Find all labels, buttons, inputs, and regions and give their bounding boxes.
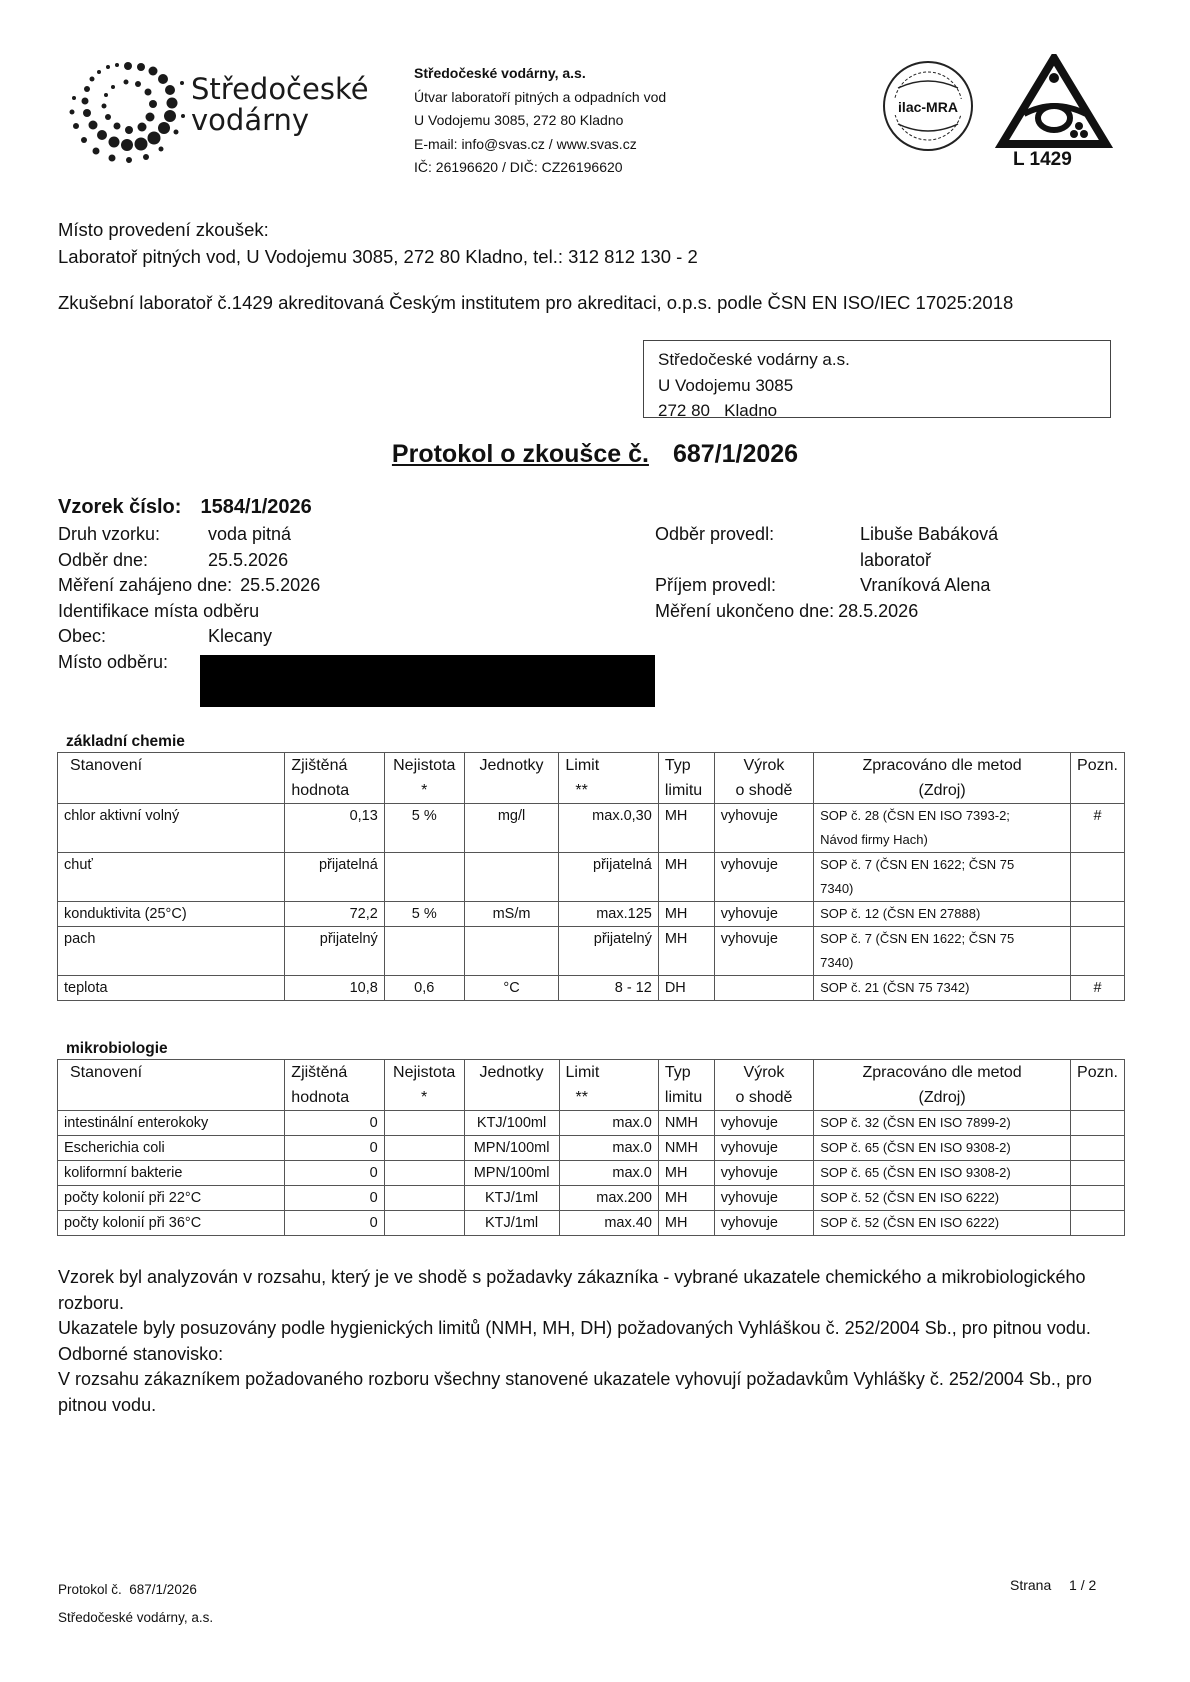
info-value: Klecany <box>208 626 273 646</box>
col-header: Zjištěná hodnota <box>285 753 384 804</box>
company-line: U Vodojemu 3085, 272 80 Kladno <box>414 112 624 128</box>
address-line: Středočeské vodárny a.s. <box>658 350 850 369</box>
cell-value: přijatelný <box>285 927 384 976</box>
cell-name: počty kolonií při 22°C <box>58 1186 285 1211</box>
cell-unit: mS/m <box>464 902 559 927</box>
cell-note <box>1071 1136 1125 1161</box>
cell-limit-type: NMH <box>658 1111 714 1136</box>
col-header: Limit ** <box>559 1060 658 1111</box>
cell-value: 0,13 <box>285 804 384 853</box>
cell-limit: přijatelná <box>559 853 658 902</box>
cell-verdict: vyhovuje <box>714 927 813 976</box>
cell-verdict: vyhovuje <box>714 853 813 902</box>
cell-verdict: vyhovuje <box>714 1211 813 1236</box>
company-line: IČ: 26196620 / DIČ: CZ26196620 <box>414 159 623 175</box>
cell-name: počty kolonií při 36°C <box>58 1211 285 1236</box>
cell-name: chuť <box>58 853 285 902</box>
company-line: Útvar laboratoří pitných a odpadních vod <box>414 88 667 105</box>
protocol-label: Protokol o zkoušce č. <box>391 440 649 468</box>
cell-value: 0 <box>285 1186 384 1211</box>
cell-uncertainty: 5 % <box>384 902 464 927</box>
cell-value: 0 <box>285 1111 384 1136</box>
info-value: 28.5.2026 <box>838 600 919 621</box>
cell-value: 10,8 <box>285 976 384 1001</box>
cell-name: chlor aktivní volný <box>58 804 285 853</box>
table-header-row <box>58 753 1125 804</box>
company-name: Středočeské vodárny, a.s. <box>414 65 586 81</box>
info-key: Odběr provedl: <box>655 524 775 544</box>
page-label: Strana <box>1010 1577 1052 1593</box>
conclusion-heading: Odborné stanovisko: <box>58 1343 224 1364</box>
company-line: E-mail: info@svas.cz / www.svas.cz <box>414 135 637 152</box>
cell-limit: max.0 <box>559 1136 658 1161</box>
cell-limit-type: MH <box>658 1211 714 1236</box>
address-line: U Vodojemu 3085 <box>658 375 794 395</box>
cell-method: SOP č. 32 (ČSN EN ISO 7899-2) <box>814 1111 1071 1136</box>
cell-name: konduktivita (25°C) <box>58 902 285 927</box>
table-row <box>58 1136 1125 1161</box>
col-header: Nejistota * <box>384 1060 464 1111</box>
cell-limit-type: MH <box>658 927 714 976</box>
col-header: Výrok o shodě <box>714 1060 813 1111</box>
cell-verdict <box>714 976 813 1001</box>
table-row <box>58 1161 1125 1186</box>
cell-uncertainty: 5 % <box>384 804 464 853</box>
chemistry-table <box>57 752 1125 1001</box>
col-header: Stanovení <box>58 1060 285 1111</box>
col-header: Typ limitu <box>658 753 714 804</box>
cell-uncertainty <box>384 853 464 902</box>
cell-limit-type: NMH <box>658 1136 714 1161</box>
cell-note <box>1071 853 1125 902</box>
info-key: Měření ukončeno dne: <box>655 600 835 621</box>
col-header: Limit ** <box>559 753 658 804</box>
info-key: Druh vzorku: <box>58 524 161 544</box>
sample-info-left <box>58 522 320 675</box>
cell-name: Escherichia coli <box>58 1136 285 1161</box>
cell-method: SOP č. 7 (ČSN EN 1622; ČSN 75 7340) <box>814 853 1071 902</box>
table-row <box>58 902 1125 927</box>
cell-limit-type: MH <box>658 902 714 927</box>
col-header: Typ limitu <box>658 1060 714 1111</box>
footer-protocol-ref: Protokol č. 687/1/2026 <box>58 1582 197 1597</box>
cell-method: SOP č. 52 (ČSN EN ISO 6222) <box>814 1186 1071 1211</box>
sample-heading <box>58 496 312 519</box>
cell-method: SOP č. 65 (ČSN EN ISO 9308-2) <box>814 1161 1071 1186</box>
microbiology-table <box>57 1059 1125 1236</box>
cell-note <box>1071 1161 1125 1186</box>
ilac-text: ilac-MRA <box>898 99 958 115</box>
cell-method: SOP č. 52 (ČSN EN ISO 6222) <box>814 1211 1071 1236</box>
cell-name: intestinální enterokoky <box>58 1111 285 1136</box>
chemistry-section-title: základní chemie <box>66 733 185 750</box>
info-key: Obec: <box>58 626 107 646</box>
company-info <box>414 62 666 180</box>
table-row <box>58 976 1125 1001</box>
cell-value: 0 <box>285 1161 384 1186</box>
cell-method: SOP č. 21 (ČSN 75 7342) <box>814 976 1071 1001</box>
cell-note <box>1071 927 1125 976</box>
cell-note: # <box>1071 976 1125 1001</box>
cell-value: přijatelná <box>285 853 384 902</box>
cell-limit: přijatelný <box>559 927 658 976</box>
table-row <box>58 1186 1125 1211</box>
accreditation-badges <box>880 54 1116 174</box>
cell-note <box>1071 1186 1125 1211</box>
cell-limit-type: MH <box>658 804 714 853</box>
address-line: 272 80 Kladno <box>658 401 778 420</box>
table-row <box>58 1211 1125 1236</box>
col-header: Zpracováno dle metod (Zdroj) <box>814 1060 1071 1111</box>
cell-name: koliformní bakterie <box>58 1161 285 1186</box>
table-header-row <box>58 1060 1125 1111</box>
table-row <box>58 804 1125 853</box>
cell-verdict: vyhovuje <box>714 902 813 927</box>
logo-line-2: vodárny <box>191 103 310 137</box>
cell-unit <box>464 853 559 902</box>
page-number: 1 / 2 <box>1069 1577 1097 1593</box>
info-value: voda pitná <box>208 524 292 544</box>
conclusion-paragraph: Ukazatele byly posuzovány podle hygienických limitů (NMH, MH, DH) požadovaných Vyhláškou č. 252/2004 Sb., pro pitnou vodu. <box>58 1318 1091 1338</box>
info-value: Vraníková Alena <box>860 575 991 595</box>
cell-limit: max.0 <box>559 1111 658 1136</box>
testing-place <box>58 216 698 270</box>
sample-number: 1584/1/2026 <box>200 496 312 518</box>
col-header: Pozn. <box>1071 753 1125 804</box>
cell-unit: MPN/100ml <box>464 1136 559 1161</box>
info-value: 25.5.2026 <box>208 549 289 570</box>
cell-limit: max.125 <box>559 902 658 927</box>
cell-uncertainty <box>384 927 464 976</box>
cell-limit-type: MH <box>658 1161 714 1186</box>
lab-badge-label: L 1429 <box>1013 149 1072 170</box>
conclusion-paragraph: Vzorek byl analyzován v rozsahu, který je ve shodě s požadavky zákazníka - vybrané ukazatele chemického a mikrobiologického rozboru. <box>58 1267 1086 1313</box>
conclusion <box>58 1265 1138 1418</box>
footer-left <box>58 1576 213 1632</box>
col-header: Pozn. <box>1071 1060 1125 1111</box>
cell-unit <box>464 927 559 976</box>
cell-note <box>1071 1211 1125 1236</box>
sample-info-right <box>655 522 998 624</box>
cell-limit: 8 - 12 <box>559 976 658 1001</box>
cell-limit-type: DH <box>658 976 714 1001</box>
cell-name: teplota <box>58 976 285 1001</box>
info-value: Libuše Babáková <box>860 524 999 544</box>
cell-uncertainty <box>384 1111 464 1136</box>
cell-uncertainty: 0,6 <box>384 976 464 1001</box>
protocol-number: 687/1/2026 <box>672 440 799 468</box>
col-header: Výrok o shodě <box>714 753 813 804</box>
info-key <box>655 548 860 574</box>
footer-page <box>1010 1577 1096 1593</box>
cell-unit: MPN/100ml <box>464 1161 559 1186</box>
table-row <box>58 927 1125 976</box>
cell-unit: mg/l <box>464 804 559 853</box>
cell-value: 0 <box>285 1136 384 1161</box>
testing-place-value: Laboratoř pitných vod, U Vodojemu 3085, 272 80 Kladno, tel.: 312 812 130 - 2 <box>58 246 698 267</box>
info-key: Odběr dne: <box>58 549 149 570</box>
cell-unit: KTJ/1ml <box>464 1211 559 1236</box>
info-key: Identifikace místa odběru <box>58 600 260 621</box>
cell-limit: max.200 <box>559 1186 658 1211</box>
redacted-location <box>200 655 655 707</box>
cell-uncertainty <box>384 1186 464 1211</box>
info-key: Místo odběru: <box>58 651 169 672</box>
cell-note <box>1071 1111 1125 1136</box>
info-value: 25.5.2026 <box>240 575 321 595</box>
cell-limit-type: MH <box>658 853 714 902</box>
cell-verdict: vyhovuje <box>714 1186 813 1211</box>
logo-wordmark <box>191 74 369 136</box>
cell-uncertainty <box>384 1136 464 1161</box>
col-header: Zpracováno dle metod (Zdroj) <box>814 753 1071 804</box>
cell-note <box>1071 902 1125 927</box>
protocol-title <box>0 440 1190 469</box>
info-key: Měření zahájeno dne: <box>58 575 233 595</box>
cell-note: # <box>1071 804 1125 853</box>
logo-dots-icon <box>66 56 191 166</box>
cell-method: SOP č. 7 (ČSN EN 1622; ČSN 75 7340) <box>814 927 1071 976</box>
col-header: Zjištěná hodnota <box>285 1060 384 1111</box>
cell-method: SOP č. 12 (ČSN EN 27888) <box>814 902 1071 927</box>
testing-place-label: Místo provedení zkoušek: <box>58 219 269 240</box>
cell-limit-type: MH <box>658 1186 714 1211</box>
cell-uncertainty <box>384 1161 464 1186</box>
col-header: Nejistota * <box>384 753 464 804</box>
table-row <box>58 853 1125 902</box>
cell-unit: °C <box>464 976 559 1001</box>
col-header: Jednotky <box>464 1060 559 1111</box>
conclusion-paragraph: V rozsahu zákazníkem požadovaného rozboru všechny stanovené ukazatele vyhovují požadavkům Vyhlášky č. 252/2004 Sb., pro pitnou vodu. <box>58 1369 1092 1415</box>
cell-name: pach <box>58 927 285 976</box>
recipient-address-box <box>643 340 1111 418</box>
cell-verdict: vyhovuje <box>714 1136 813 1161</box>
cell-limit: max.0 <box>559 1161 658 1186</box>
table-row <box>58 1111 1125 1136</box>
cell-method: SOP č. 28 (ČSN EN ISO 7393-2; Návod firmy Hach) <box>814 804 1071 853</box>
info-value: laboratoř <box>860 549 932 570</box>
accreditation-statement: Zkušební laboratoř č.1429 akreditovaná Českým institutem pro akreditaci, o.p.s. podle ČSN EN ISO/IEC 17025:2018 <box>58 292 1014 313</box>
cell-verdict: vyhovuje <box>714 1111 813 1136</box>
info-key: Příjem provedl: <box>655 575 777 595</box>
cell-value: 0 <box>285 1211 384 1236</box>
col-header: Jednotky <box>464 753 559 804</box>
cell-limit: max.40 <box>559 1211 658 1236</box>
col-header: Stanovení <box>58 753 285 804</box>
cell-unit: KTJ/100ml <box>464 1111 559 1136</box>
cell-method: SOP č. 65 (ČSN EN ISO 9308-2) <box>814 1136 1071 1161</box>
cell-verdict: vyhovuje <box>714 1161 813 1186</box>
cell-limit: max.0,30 <box>559 804 658 853</box>
microbiology-section-title: mikrobiologie <box>66 1040 168 1057</box>
logo-line-1: Středočeské <box>191 72 369 106</box>
footer-company: Středočeské vodárny, a.s. <box>58 1610 214 1625</box>
cell-verdict: vyhovuje <box>714 804 813 853</box>
cell-unit: KTJ/1ml <box>464 1186 559 1211</box>
cell-uncertainty <box>384 1211 464 1236</box>
sample-label: Vzorek číslo: <box>58 496 182 518</box>
cell-value: 72,2 <box>285 902 384 927</box>
